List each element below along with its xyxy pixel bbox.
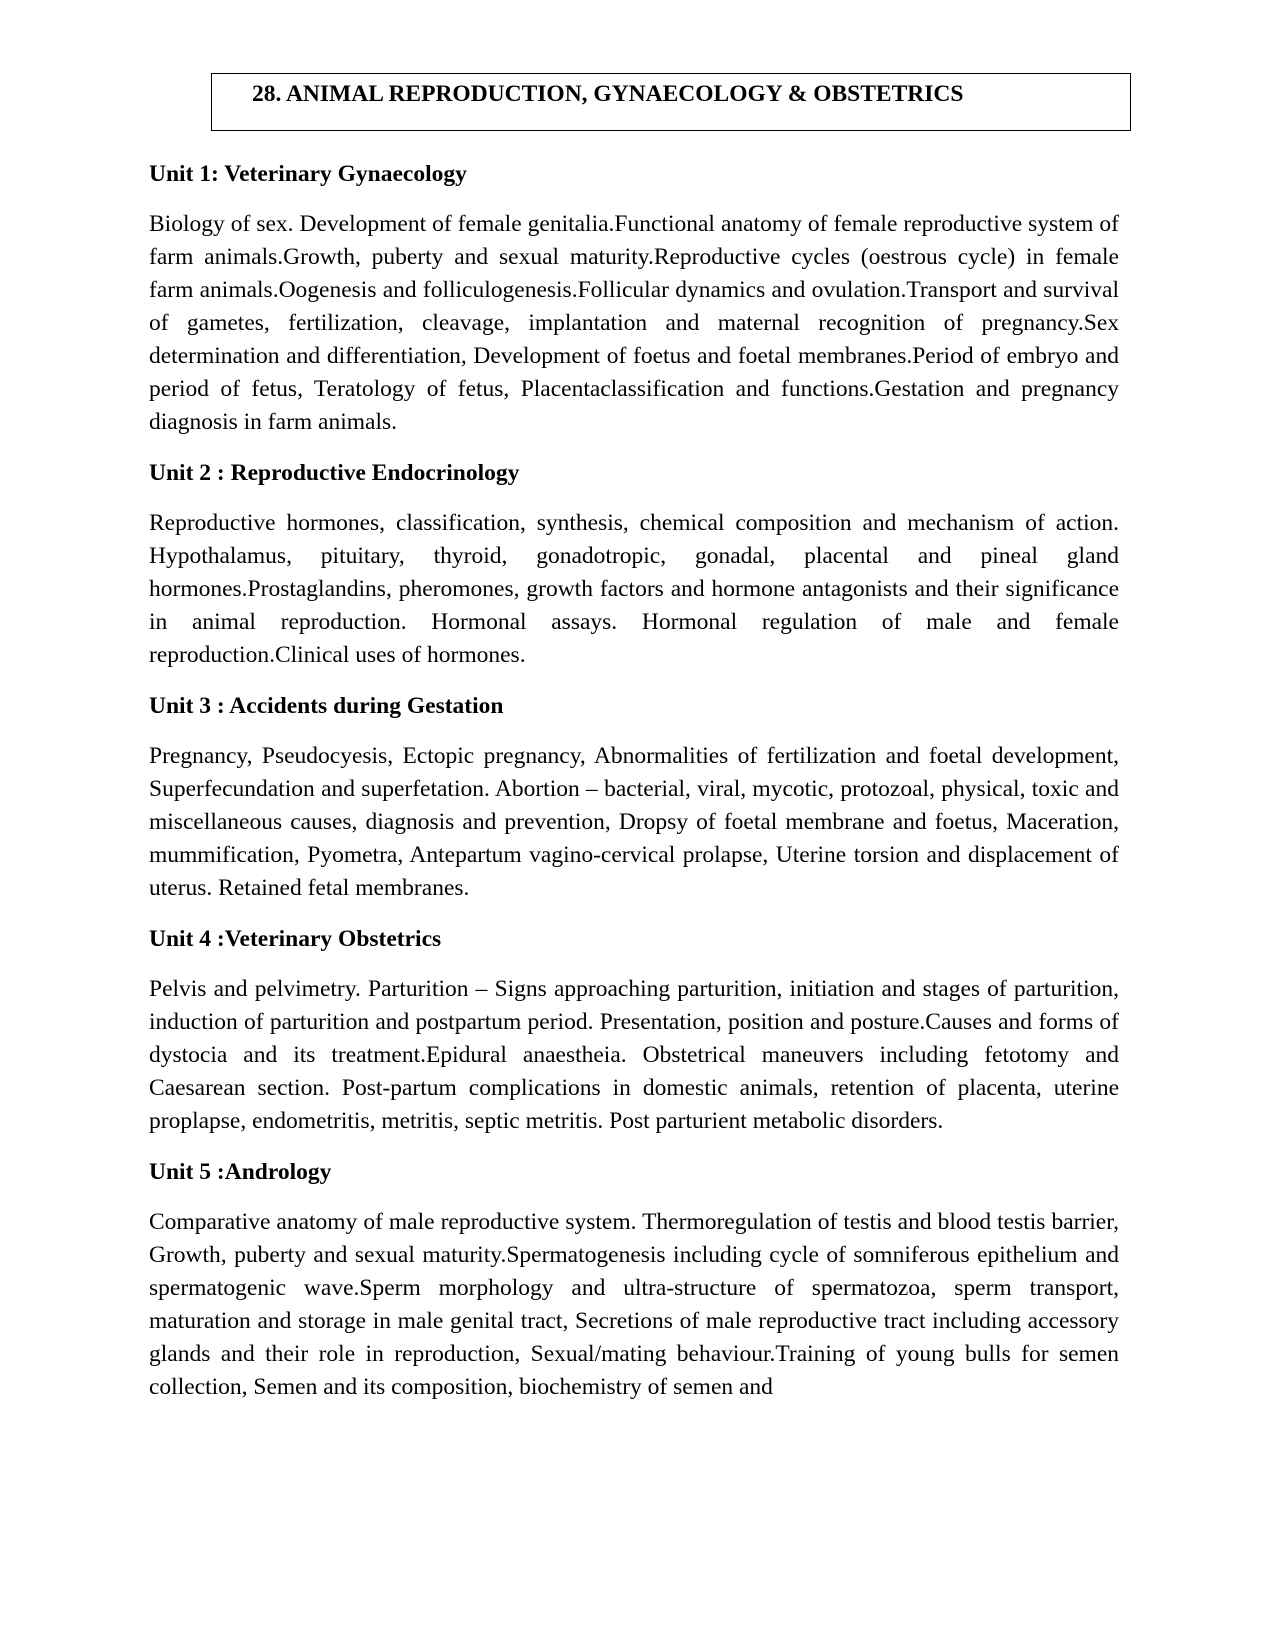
unit-heading: Unit 3 : Accidents during Gestation xyxy=(149,693,504,719)
unit-heading: Unit 2 : Reproductive Endocrinology xyxy=(149,460,520,486)
unit-section xyxy=(149,923,1119,1138)
document-content xyxy=(149,158,1119,1422)
unit-heading: Unit 1: Veterinary Gynaecology xyxy=(149,161,467,187)
unit-section xyxy=(149,1156,1119,1404)
unit-heading: Unit 4 :Veterinary Obstetrics xyxy=(149,926,442,952)
unit-body: Biology of sex. Development of female genitalia.Functional anatomy of female reproductive system of farm animals.Growth, puberty and sexual maturity.Reproductive cycles (oestrous cycle) in female farm animals.Oogenesis and folliculogenesis.Follicular dynamics and ovulation.Transport and survival of gametes, fertilization, cleavage, implantation and maternal recognition of pregnancy.Sex determination and differentiation, Development of foetus and foetal membranes.Period of embryo and period of fetus, Teratology of fetus, Placentaclassification and functions.Gestation and pregnancy diagnosis in farm animals. xyxy=(149,211,1119,435)
unit-heading: Unit 5 :Andrology xyxy=(149,1159,332,1185)
title-box xyxy=(211,73,1131,131)
unit-body: Pelvis and pelvimetry. Parturition – Signs approaching parturition, initiation and stages of parturition, induction of parturition and postpartum period. Presentation, position and posture.Causes and forms of dystocia and its treatment.Epidural anaestheia. Obstetrical maneuvers including fetotomy and Caesarean section. Post-partum complications in domestic animals, retention of placenta, uterine proplapse, endometritis, metritis, septic metritis. Post parturient metabolic disorders. xyxy=(149,976,1119,1134)
unit-section xyxy=(149,158,1119,439)
unit-body: Reproductive hormones, classification, synthesis, chemical composition and mechanism of action. Hypothalamus, pituitary, thyroid, gonadotropic, gonadal, placental and pineal gland hormones.Prostaglandins, pheromones, growth factors and hormone antagonists and their significance in animal reproduction. Hormonal assays. Hormonal regulation of male and female reproduction.Clinical uses of hormones. xyxy=(149,510,1119,668)
unit-section xyxy=(149,457,1119,672)
unit-section xyxy=(149,690,1119,905)
unit-body: Pregnancy, Pseudocyesis, Ectopic pregnancy, Abnormalities of fertilization and foetal development, Superfecundation and superfetation. Abortion – bacterial, viral, mycotic, protozoal, physical, toxic and miscellaneous causes, diagnosis and prevention, Dropsy of foetal membrane and foetus, Maceration, mummification, Pyometra, Antepartum vagino-cervical prolapse, Uterine torsion and displacement of uterus. Retained fetal membranes. xyxy=(149,743,1119,901)
document-title: 28. ANIMAL REPRODUCTION, GYNAECOLOGY & OBSTETRICS xyxy=(252,81,964,107)
unit-body: Comparative anatomy of male reproductive system. Thermoregulation of testis and blood testis barrier, Growth, puberty and sexual maturity.Spermatogenesis including cycle of somniferous epithelium and spermatogenic wave.Sperm morphology and ultra-structure of spermatozoa, sperm transport, maturation and storage in male genital tract, Secretions of male reproductive tract including accessory glands and their role in reproduction, Sexual/mating behaviour.Training of young bulls for semen collection, Semen and its composition, biochemistry of semen and xyxy=(149,1209,1119,1400)
